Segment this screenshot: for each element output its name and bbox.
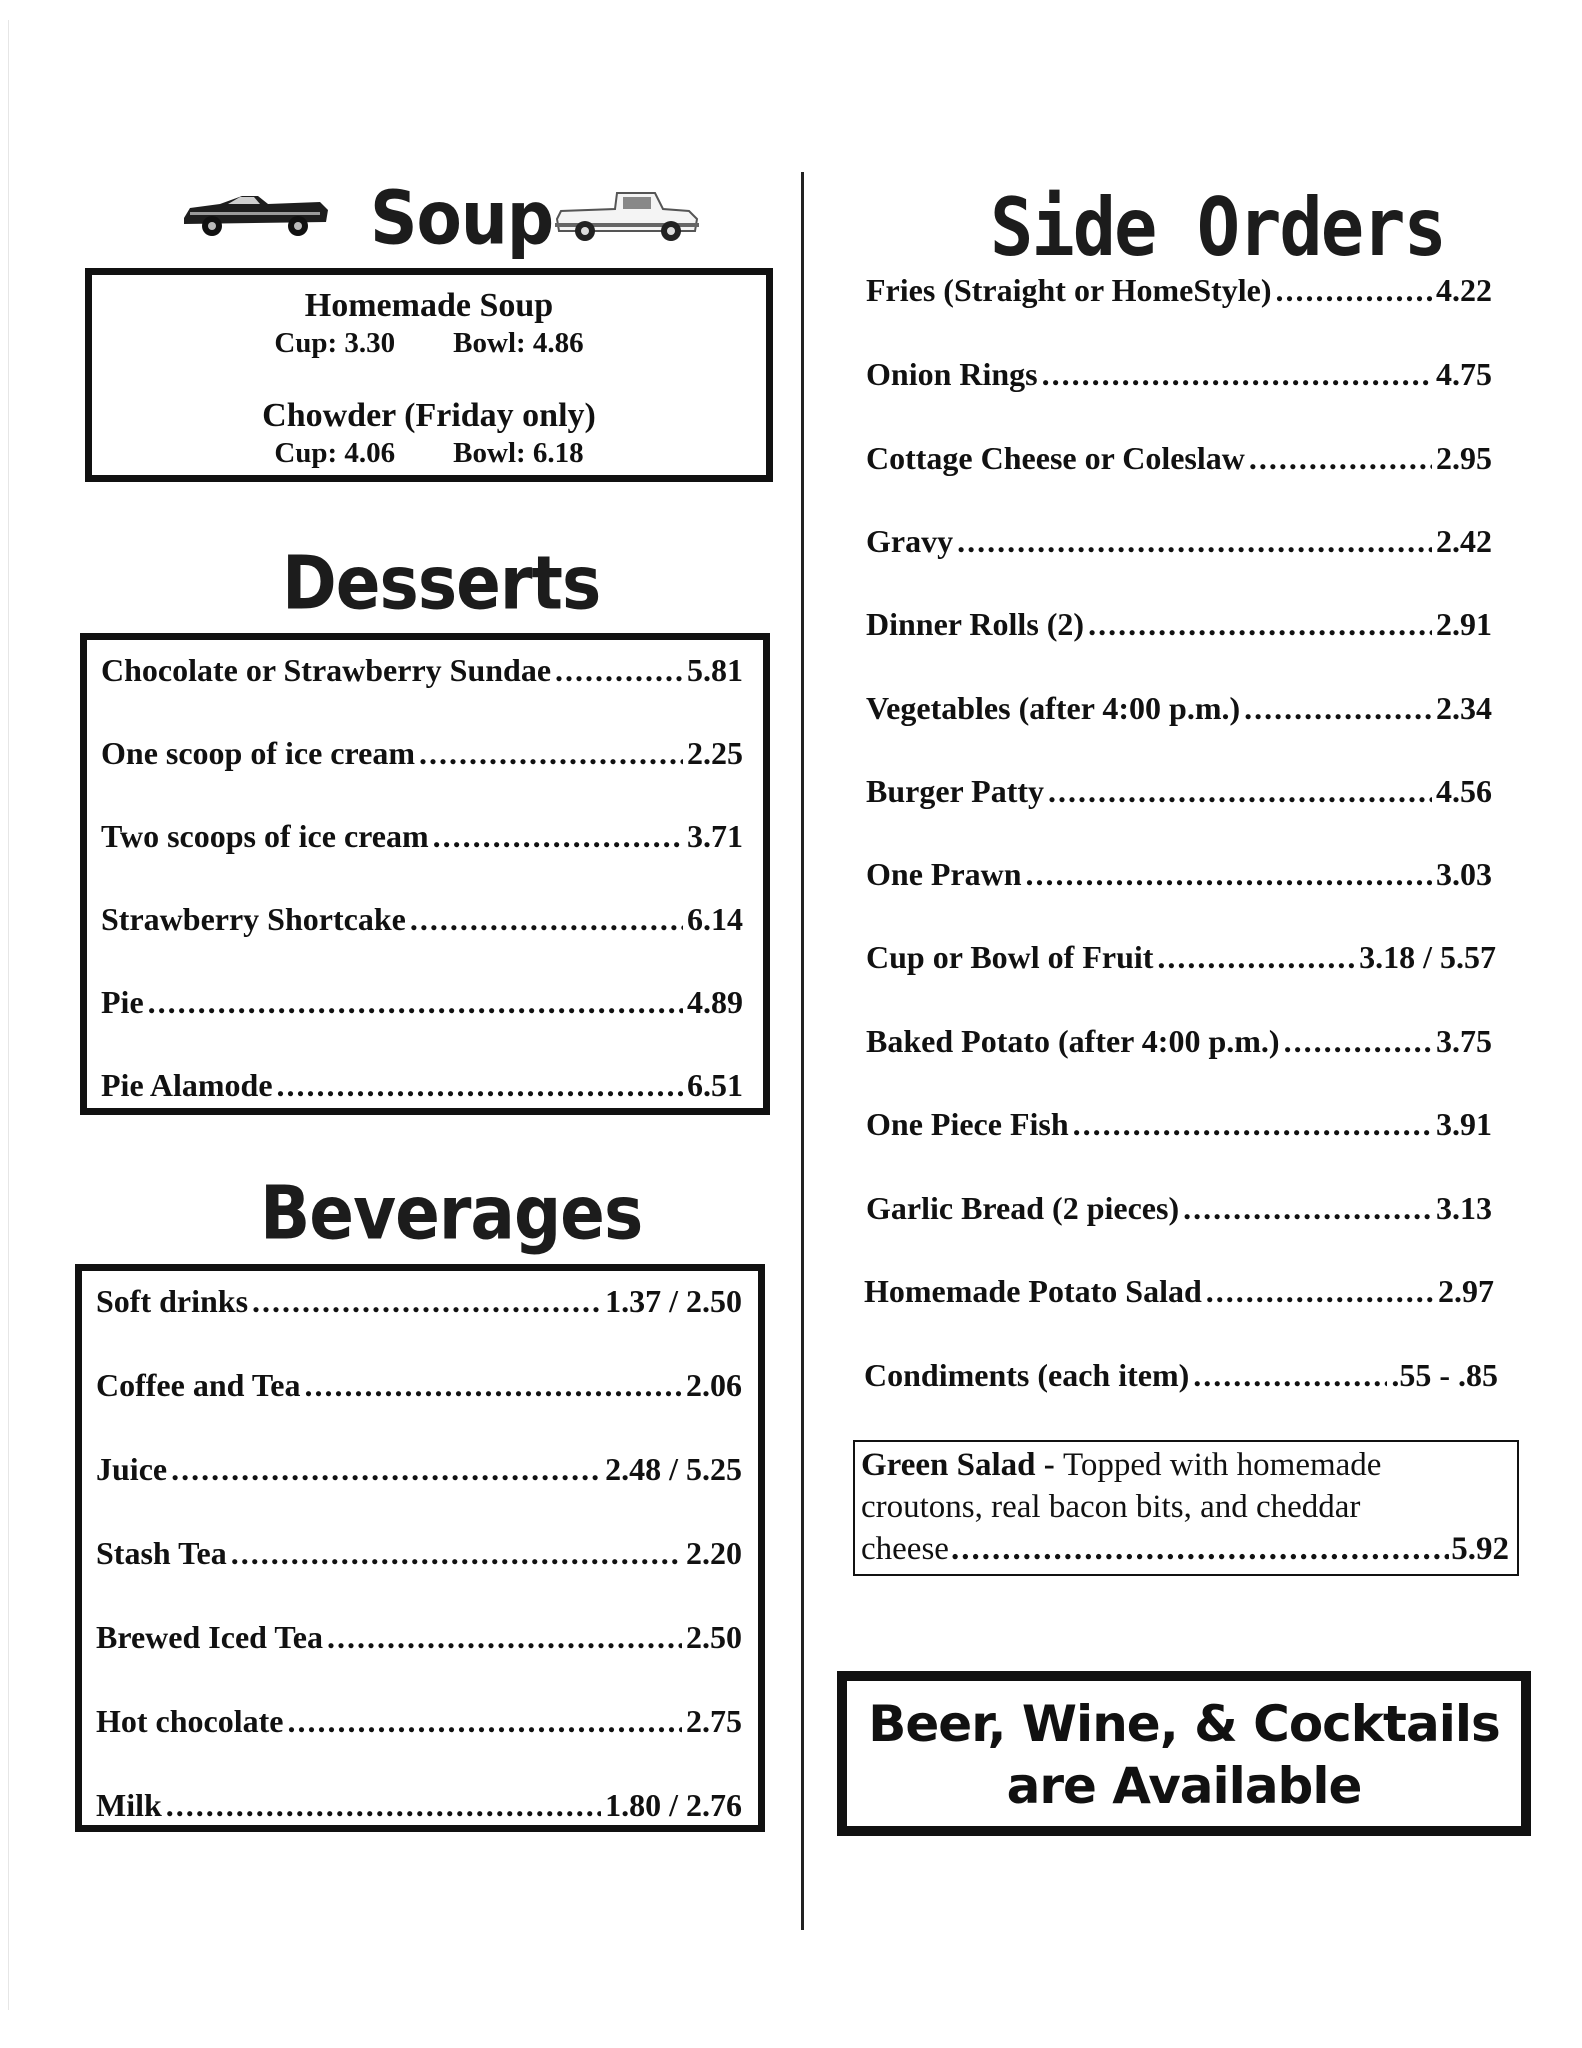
side-order-row (866, 272, 1492, 309)
side-order-name: One Prawn (866, 856, 1022, 892)
side-order-price: 3.75 (1436, 1023, 1492, 1059)
dot-leader (957, 523, 1432, 560)
side-order-name: Cup or Bowl of Fruit (866, 939, 1154, 975)
beverage-notice (847, 1693, 1521, 1817)
beverage-price: 1.80 / 2.76 (605, 1787, 742, 1823)
chowder-bowl-price: Bowl: 6.18 (453, 437, 584, 469)
dot-leader (1183, 1190, 1432, 1227)
beverage-name: Hot chocolate (96, 1703, 284, 1739)
side-order-name: Garlic Bread (2 pieces) (866, 1190, 1180, 1226)
side-order-name: Condiments (each item) (864, 1357, 1190, 1393)
side-order-price: 2.34 (1436, 690, 1492, 726)
pickup-truck-icon (555, 185, 700, 245)
green-salad-box (853, 1440, 1519, 1576)
side-order-name: Vegetables (after 4:00 p.m.) (866, 690, 1241, 726)
side-order-row (866, 1190, 1492, 1227)
beverage-name: Soft drinks (96, 1283, 249, 1319)
beverage-price: 2.20 (686, 1535, 742, 1571)
dot-leader (166, 1787, 601, 1824)
green-salad-line1: Topped with homemade (1063, 1447, 1382, 1483)
beverage-row (96, 1283, 742, 1320)
chowder-item-name: Chowder (Friday only) (262, 397, 596, 434)
side-orders-heading: Side Orders (990, 179, 1445, 275)
beverage-name: Stash Tea (96, 1535, 227, 1571)
side-order-name: Homemade Potato Salad (864, 1273, 1202, 1309)
beverage-row (96, 1703, 742, 1740)
dot-leader (1276, 272, 1432, 309)
dessert-price: 3.71 (687, 818, 743, 854)
dessert-name: Pie (101, 984, 144, 1020)
column-divider (801, 172, 804, 1930)
side-order-name: Baked Potato (after 4:00 p.m.) (866, 1023, 1280, 1059)
beverage-row (96, 1619, 742, 1656)
side-order-row (866, 606, 1492, 643)
notice-line2: are Available (1006, 1757, 1362, 1815)
beverages-box (75, 1264, 765, 1832)
dot-leader (1026, 856, 1432, 893)
dessert-price: 2.25 (687, 735, 743, 771)
green-salad-description (861, 1444, 1509, 1570)
dot-leader (951, 1528, 1449, 1570)
side-order-row (864, 1273, 1494, 1310)
dot-leader (304, 1367, 682, 1404)
dot-leader (1206, 1273, 1434, 1310)
side-order-row (866, 939, 1496, 976)
green-salad-separator: - (1035, 1447, 1063, 1483)
dot-leader (1157, 939, 1355, 976)
dot-leader (231, 1535, 682, 1572)
beverage-row (96, 1367, 742, 1404)
side-order-price: 3.13 (1436, 1190, 1492, 1226)
dot-leader (419, 735, 683, 772)
side-order-name: Burger Patty (866, 773, 1045, 809)
side-order-name: One Piece Fish (866, 1106, 1069, 1142)
beverage-name: Brewed Iced Tea (96, 1619, 323, 1655)
dessert-row (101, 984, 743, 1021)
green-salad-line2: croutons, real bacon bits, and cheddar (861, 1489, 1361, 1525)
side-order-name: Onion Rings (866, 356, 1038, 392)
green-salad-price: 5.92 (1451, 1531, 1509, 1567)
dot-leader (1193, 1357, 1387, 1394)
side-order-name: Gravy (866, 523, 954, 559)
dessert-name: Pie Alamode (101, 1067, 273, 1103)
side-order-price: 4.75 (1436, 356, 1492, 392)
side-order-name: Cottage Cheese or Coleslaw (866, 440, 1245, 476)
dessert-row (101, 818, 743, 855)
beverages-heading: Beverages (260, 1170, 643, 1257)
dessert-name: Strawberry Shortcake (101, 901, 406, 937)
dot-leader (1042, 356, 1432, 393)
side-order-name: Fries (Straight or HomeStyle) (866, 272, 1272, 308)
side-order-price: 2.97 (1438, 1273, 1494, 1309)
side-order-price: 3.18 / 5.57 (1359, 939, 1496, 975)
soup-bowl-price: Bowl: 4.86 (453, 327, 584, 359)
beverage-row (96, 1787, 742, 1824)
chowder-cup-price: Cup: 4.06 (274, 437, 396, 469)
notice-line1: Beer, Wine, & Cocktails (868, 1695, 1500, 1753)
soup-item-name: Homemade Soup (304, 287, 554, 324)
side-order-price: 2.42 (1436, 523, 1492, 559)
dessert-row (101, 652, 743, 689)
side-order-row (866, 1023, 1492, 1060)
side-order-row (866, 773, 1492, 810)
beverage-price: 2.75 (686, 1703, 742, 1739)
beverage-price: 2.48 / 5.25 (605, 1451, 742, 1487)
beverage-price: 2.06 (686, 1367, 742, 1403)
dessert-price: 5.81 (687, 652, 743, 688)
beverage-row (96, 1451, 742, 1488)
dot-leader (1088, 606, 1432, 643)
dessert-row (101, 1067, 743, 1104)
side-order-price: 4.22 (1436, 272, 1492, 308)
dot-leader (327, 1619, 682, 1656)
dot-leader (1048, 773, 1432, 810)
side-order-row (866, 356, 1492, 393)
side-order-row (864, 1357, 1498, 1394)
dot-leader (1073, 1106, 1432, 1143)
dot-leader (1244, 690, 1432, 727)
side-order-name: Dinner Rolls (2) (866, 606, 1085, 642)
dot-leader (1249, 440, 1432, 477)
desserts-box (80, 633, 770, 1115)
beverage-row (96, 1535, 742, 1572)
beverage-name: Coffee and Tea (96, 1367, 301, 1403)
soup-heading: Soup (370, 175, 554, 262)
dessert-row (101, 901, 743, 938)
dot-leader (277, 1067, 683, 1104)
dessert-name: Chocolate or Strawberry Sundae (101, 652, 552, 688)
side-order-row (866, 440, 1492, 477)
beverage-name: Juice (96, 1451, 168, 1487)
side-order-price: 3.03 (1436, 856, 1492, 892)
convertible-car-icon (180, 182, 330, 242)
desserts-heading: Desserts (282, 540, 601, 627)
side-order-row (866, 1106, 1492, 1143)
green-salad-line3: cheese (861, 1531, 949, 1567)
side-order-price: 3.91 (1436, 1106, 1492, 1142)
dot-leader (555, 652, 683, 689)
dot-leader (148, 984, 683, 1021)
green-salad-price-line (861, 1528, 1509, 1570)
beverage-notice-box (837, 1671, 1531, 1836)
dessert-name: Two scoops of ice cream (101, 818, 429, 854)
beverage-name: Milk (96, 1787, 162, 1823)
side-order-price: 2.95 (1436, 440, 1492, 476)
dot-leader (410, 901, 683, 938)
soup-box (85, 268, 773, 482)
dot-leader (252, 1283, 601, 1320)
scan-edge-line (8, 20, 9, 2010)
dessert-row (101, 735, 743, 772)
side-order-row (866, 690, 1492, 727)
dessert-price: 6.51 (687, 1067, 743, 1103)
beverage-price: 2.50 (686, 1619, 742, 1655)
dessert-price: 6.14 (687, 901, 743, 937)
dessert-name: One scoop of ice cream (101, 735, 415, 771)
dot-leader (288, 1703, 683, 1740)
dot-leader (171, 1451, 601, 1488)
soup-cup-price: Cup: 3.30 (274, 327, 396, 359)
soup-item-sizes (92, 327, 766, 360)
side-order-price: .55 - .85 (1391, 1357, 1498, 1393)
side-order-price: 4.56 (1436, 773, 1492, 809)
side-order-price: 2.91 (1436, 606, 1492, 642)
dot-leader (1284, 1023, 1432, 1060)
green-salad-name: Green Salad (861, 1447, 1036, 1483)
beverage-price: 1.37 / 2.50 (605, 1283, 742, 1319)
chowder-item-sizes (92, 437, 766, 470)
dot-leader (433, 818, 683, 855)
side-order-row (866, 856, 1492, 893)
side-order-row (866, 523, 1492, 560)
dessert-price: 4.89 (687, 984, 743, 1020)
